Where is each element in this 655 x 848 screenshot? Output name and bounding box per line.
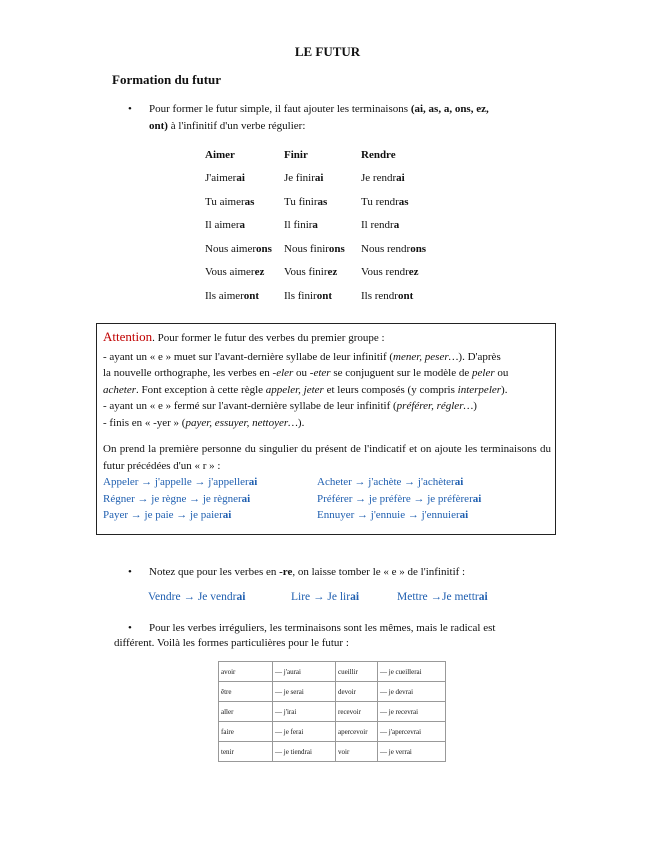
conjugation-cell	[284, 172, 361, 184]
example-text: Appeler → j'appelle → j'appeller	[103, 476, 249, 488]
conjugation-cell	[205, 219, 284, 231]
conjugation-row	[205, 284, 451, 308]
rule-2-eler: -eler	[272, 367, 294, 379]
verb-ending: ont	[397, 289, 414, 302]
example-conjugation	[317, 507, 547, 524]
future-form-cell: — je tiendrai	[273, 742, 336, 762]
conjugation-cell	[361, 172, 451, 184]
example-row	[103, 474, 551, 491]
conjugation-cell	[205, 196, 284, 208]
example-ending: ai	[454, 476, 464, 488]
table-row	[219, 662, 446, 682]
rule-3-end: ).	[501, 383, 508, 396]
re-example	[291, 591, 397, 603]
conjugation-cell	[284, 219, 361, 231]
example-conjugation	[317, 491, 547, 508]
conjugation-cell	[284, 196, 361, 208]
rule-1-example: mener, peser…	[393, 350, 459, 363]
future-form-cell: — j'apercevrai	[378, 722, 446, 742]
example-row	[103, 507, 551, 524]
verb-stem: Il finir	[284, 219, 313, 232]
conjugation-row	[205, 214, 451, 238]
bullet3-line1: Pour les verbes irréguliers, les terminaisons sont les mêmes, mais le radical est	[149, 622, 496, 634]
rule-3-exceptions: appeler, jeter	[265, 383, 324, 396]
table-row	[219, 742, 446, 762]
example-text: Préférer → je préfère → je préfèrer	[317, 492, 473, 505]
rule-4-text: - ayant un « e » fermé sur l'avant-dernière syllabe de leur infinitif (	[103, 400, 397, 412]
verb-ending: ai	[236, 172, 245, 185]
section-title: Formation du futur	[112, 72, 222, 87]
example-conjugation	[103, 474, 317, 491]
header-finir: Finir	[284, 148, 308, 161]
verb-stem: Ils rendr	[361, 289, 398, 302]
rule-2-ou-2: ou	[494, 367, 509, 379]
verb-stem: Ils aimer	[205, 289, 244, 302]
attention-para2: On prend la première personne du singulier du présent de l'indicatif et on ajoute les terminaisons du futur précédées d'un « r » :	[103, 443, 551, 472]
example-conjugation	[103, 491, 317, 508]
infinitive-cell: tenir	[219, 742, 273, 762]
conjugation-cell	[284, 290, 361, 302]
bullet-irregular	[128, 620, 495, 637]
example-text: Ennuyer → j'ennuie → j'ennuier	[317, 509, 460, 521]
verb-ending: ont	[316, 289, 332, 302]
conjugation-cell	[361, 196, 451, 208]
rule-4-end: )	[473, 400, 477, 412]
example-ending: ai	[248, 476, 258, 488]
infinitive-cell: aller	[219, 702, 273, 722]
bullet2-text: Notez que pour les verbes en	[149, 566, 280, 578]
conjugation-cell	[361, 243, 451, 255]
conjugation-cell	[361, 290, 451, 302]
verb-stem: J'aimer	[205, 172, 237, 185]
infinitive-cell: voir	[336, 742, 378, 762]
verb-stem: Vous finir	[284, 266, 328, 279]
verb-ending: ai	[396, 172, 405, 185]
future-form-cell: — je verrai	[378, 742, 446, 762]
verb-stem: Nous aimer	[205, 242, 257, 255]
re-example-text: Mettre →Je mettr	[397, 591, 479, 603]
verb-ending: ons	[328, 242, 345, 255]
future-form-cell: — je cueillerai	[378, 662, 446, 682]
conjugation-cell	[284, 266, 361, 278]
bullet1-endings-2: ont)	[149, 120, 168, 132]
rule-2-eter: -eter	[309, 367, 331, 379]
conjugation-cell	[205, 243, 284, 255]
verb-stem: Ils finir	[284, 289, 317, 302]
rule-3-acheter: acheter	[103, 383, 136, 396]
verb-ending: ez	[327, 266, 338, 279]
attention-box	[96, 323, 556, 535]
rule-1-text: - ayant un « e » muet sur l'avant-dernière syllabe de leur infinitif (	[103, 350, 394, 363]
example-conjugation	[103, 507, 317, 524]
rule-2-ou: ou	[293, 367, 310, 379]
example-ending: ai	[472, 492, 482, 505]
conjugation-table	[205, 143, 451, 308]
conjugation-row	[205, 261, 451, 285]
rule-5-text: - finis en « -yer » (	[103, 416, 186, 429]
infinitive-cell: cueillir	[336, 662, 378, 682]
bullet-icon: •	[128, 103, 132, 115]
conjugation-header	[205, 143, 451, 167]
bullet2-re: -re	[279, 566, 293, 578]
conjugation-cell	[361, 266, 451, 278]
infinitive-cell: devoir	[336, 682, 378, 702]
verb-stem: Il aimer	[205, 219, 240, 232]
infinitive-cell: recevoir	[336, 702, 378, 722]
conjugation-cell	[284, 243, 361, 255]
attention-label: Attention	[103, 329, 153, 344]
table-row	[219, 722, 446, 742]
bullet1-endings: (ai, as, a, ons, ez,	[410, 103, 489, 115]
example-ending: ai	[222, 509, 232, 521]
rule-3-text: . Font exception à cette règle	[135, 383, 266, 396]
example-ending: ai	[241, 492, 251, 505]
table-row	[219, 702, 446, 722]
verb-ending: as	[317, 195, 328, 208]
verb-ending: ons	[410, 242, 427, 255]
header-aimer: Aimer	[205, 148, 235, 161]
rule-2-modele: se conjuguent sur le modèle de	[330, 367, 472, 379]
conjugation-cell	[205, 290, 284, 302]
conjugation-cell	[361, 219, 451, 231]
table-row	[219, 682, 446, 702]
bullet1-text-2: à l'infinitif d'un verbe régulier:	[167, 120, 306, 132]
verb-ending: as	[398, 195, 409, 208]
future-form-cell: — j'irai	[273, 702, 336, 722]
verb-ending: ont	[243, 289, 260, 302]
conjugation-cell	[205, 172, 284, 184]
conjugation-row	[205, 237, 451, 261]
verb-ending: a	[312, 219, 318, 232]
verb-stem: Tu finir	[284, 195, 318, 208]
example-row	[103, 491, 551, 508]
verb-stem: Vous aimer	[205, 266, 255, 279]
re-example-ending: ai	[236, 591, 246, 603]
rule-5-example: payer, essuyer, nettoyer…	[185, 416, 298, 429]
verb-stem: Je rendr	[361, 172, 397, 185]
verb-ending: ai	[314, 172, 324, 185]
example-text: Payer → je paie → je paier	[103, 509, 223, 521]
example-conjugation	[317, 474, 547, 491]
verb-stem: Il rendr	[361, 219, 394, 232]
rule-1-end: ). D'après	[458, 350, 501, 363]
verb-stem: Nous finir	[284, 242, 329, 255]
rule-2-peler: peler	[472, 367, 495, 379]
conjugation-row	[205, 167, 451, 191]
future-form-cell: — j'aurai	[273, 662, 336, 682]
page-title: LE FUTUR	[294, 44, 361, 59]
rule-4-example: préférer, régler…	[396, 400, 474, 412]
infinitive-cell: faire	[219, 722, 273, 742]
re-example	[397, 591, 507, 603]
example-text: Acheter → j'achète → j'achèter	[317, 476, 455, 488]
future-form-cell: — je ferai	[273, 722, 336, 742]
verb-ending: ez	[254, 266, 265, 279]
verb-ending: ons	[256, 242, 272, 255]
re-example-ending: ai	[350, 591, 360, 603]
rule-2-text: la nouvelle orthographe, les verbes en	[103, 367, 273, 379]
conjugation-row	[205, 190, 451, 214]
verb-stem: Tu aimer	[205, 195, 245, 208]
bullet2-end: , on laisse tomber le « e » de l'infinitif :	[292, 566, 466, 578]
infinitive-cell: être	[219, 682, 273, 702]
conjugation-cell	[205, 266, 284, 278]
verb-ending: ez	[408, 266, 419, 279]
irregular-verbs-table	[218, 661, 446, 762]
re-example-text: Vendre → Je vendr	[148, 591, 237, 603]
rule-3-interpeler: interpeler	[457, 383, 502, 396]
verb-ending: as	[244, 195, 255, 208]
future-form-cell: — je recevrai	[378, 702, 446, 722]
verb-ending: a	[393, 219, 400, 232]
future-form-cell: — je serai	[273, 682, 336, 702]
verb-stem: Vous rendr	[361, 266, 409, 279]
bullet1-text: Pour former le futur simple, il faut ajouter les terminaisons	[149, 103, 411, 115]
attention-intro: . Pour former le futur des verbes du premier groupe :	[152, 332, 385, 344]
bullet-re-verbs	[128, 566, 465, 578]
bullet3-line2: différent. Voilà les formes particulières pour le futur :	[114, 637, 349, 649]
rule-3-composes: et leurs composés (y compris	[323, 383, 458, 396]
future-form-cell: — je devrai	[378, 682, 446, 702]
verb-stem: Je finir	[284, 172, 315, 185]
bullet-formation	[128, 101, 528, 135]
rule-5-end: ).	[297, 416, 305, 429]
verb-stem: Nous rendr	[361, 242, 411, 255]
bullet-icon: •	[128, 566, 132, 578]
re-examples	[148, 591, 507, 603]
verb-ending: a	[239, 219, 246, 232]
bullet-icon: •	[128, 622, 132, 634]
re-example-text: Lire → Je lir	[291, 591, 351, 603]
verb-stem: Tu rendr	[361, 195, 399, 208]
header-rendre: Rendre	[361, 148, 396, 161]
example-ending: ai	[459, 509, 469, 521]
infinitive-cell: apercevoir	[336, 722, 378, 742]
re-example-ending: ai	[478, 591, 488, 603]
example-text: Régner → je règne → je règner	[103, 492, 242, 505]
re-example	[148, 591, 291, 603]
infinitive-cell: avoir	[219, 662, 273, 682]
